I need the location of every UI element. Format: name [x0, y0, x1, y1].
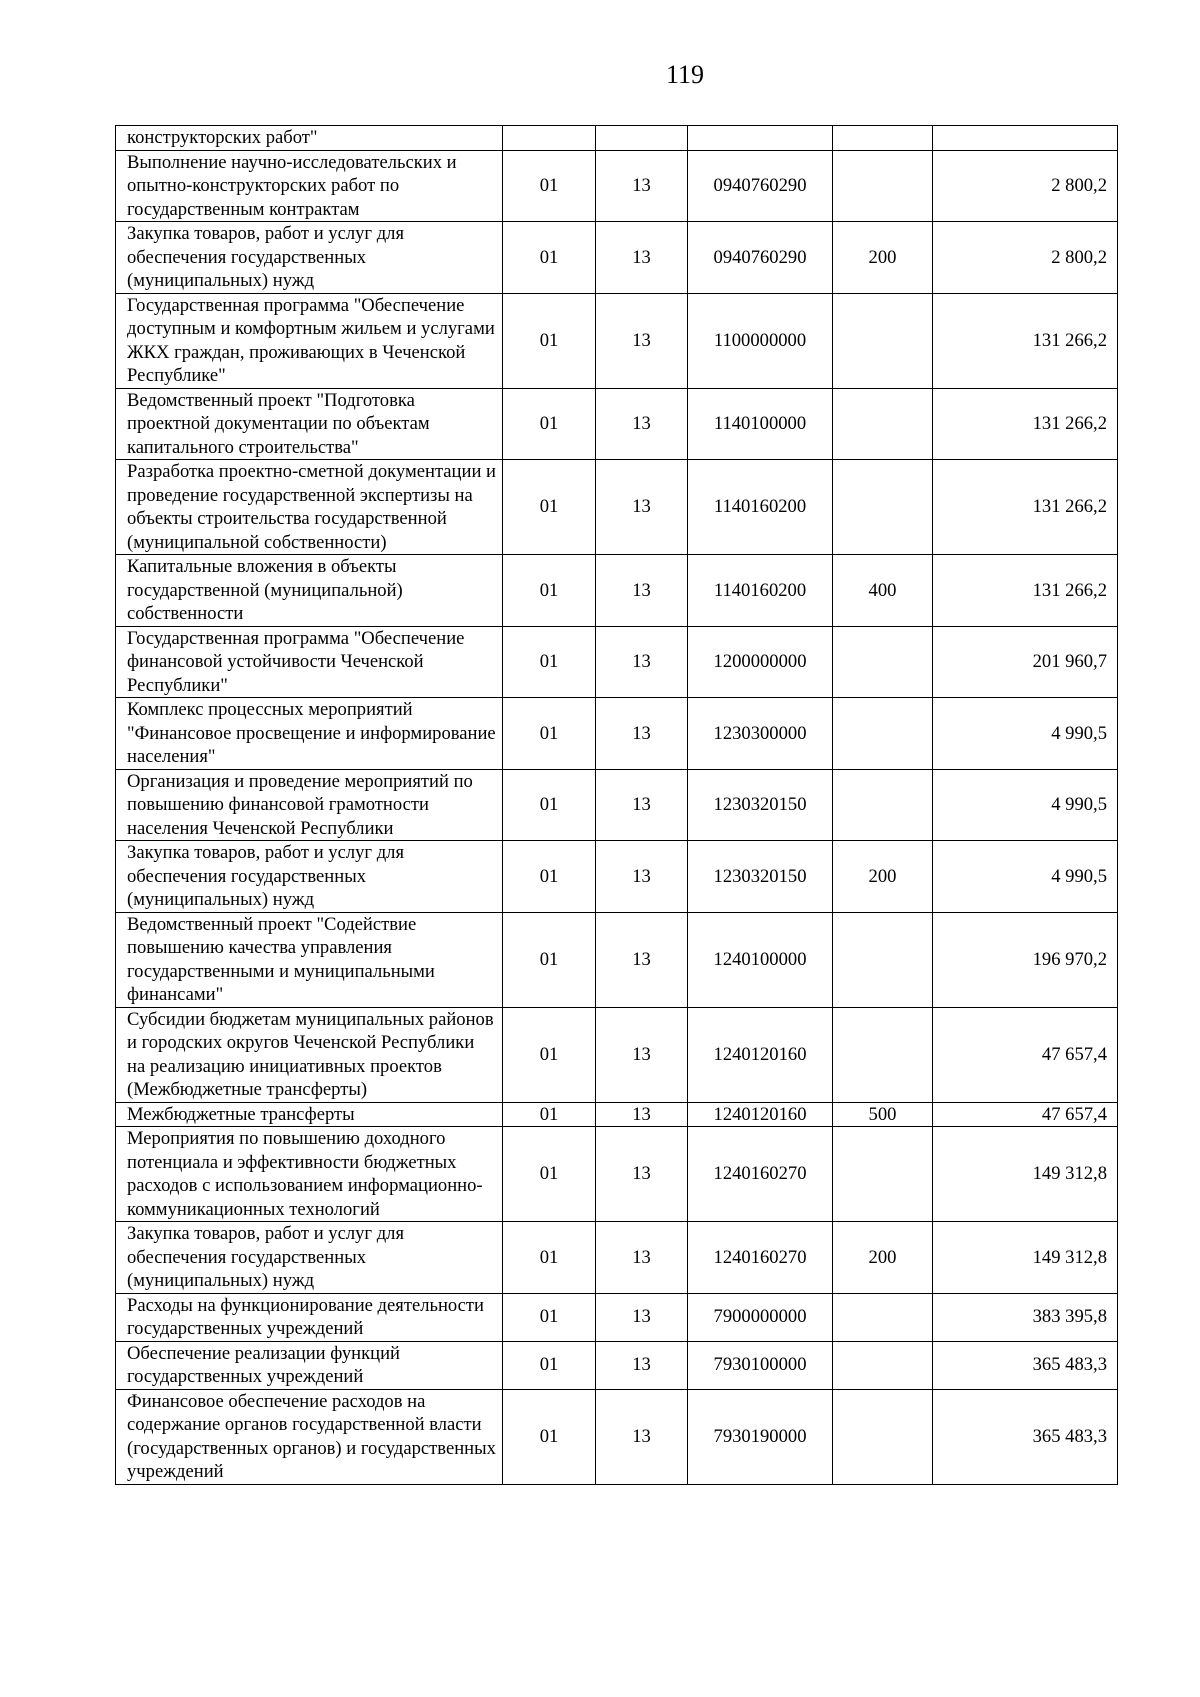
table-row	[116, 1293, 1118, 1341]
table-body	[116, 126, 1118, 1485]
row-target-article: 1240120160	[688, 1102, 833, 1127]
row-subsection: 13	[596, 293, 688, 388]
row-name: Обеспечение реализации функций государственных учреждений	[116, 1341, 503, 1389]
row-name: Мероприятия по повышению доходного потенциала и эффективности бюджетных расходов с использованием информационно-коммуникационных технологий	[116, 1127, 503, 1222]
row-target-article: 1230300000	[688, 698, 833, 770]
row-name: Субсидии бюджетам муниципальных районов и городских округов Чеченской Республики на реализацию инициативных проектов (Межбюджетные трансферты)	[116, 1007, 503, 1102]
row-target-article: 1140160200	[688, 460, 833, 555]
row-section: 01	[503, 1293, 596, 1341]
row-subsection: 13	[596, 1341, 688, 1389]
row-subsection: 13	[596, 1007, 688, 1102]
row-expense-type	[833, 1389, 933, 1484]
table-row	[116, 698, 1118, 770]
row-section	[503, 126, 596, 151]
row-amount: 131 266,2	[933, 293, 1118, 388]
row-target-article: 1230320150	[688, 769, 833, 841]
row-name: Государственная программа "Обеспечение доступным и комфортным жильем и услугами ЖКХ граждан, проживающих в Чеченской Республике"	[116, 293, 503, 388]
row-expense-type	[833, 293, 933, 388]
row-subsection: 13	[596, 555, 688, 627]
row-target-article: 1230320150	[688, 841, 833, 913]
row-amount	[933, 126, 1118, 151]
row-amount: 131 266,2	[933, 555, 1118, 627]
row-amount: 196 970,2	[933, 912, 1118, 1007]
row-expense-type: 200	[833, 841, 933, 913]
row-name: Межбюджетные трансферты	[116, 1102, 503, 1127]
row-target-article: 1240100000	[688, 912, 833, 1007]
row-target-article: 1140160200	[688, 555, 833, 627]
row-section: 01	[503, 293, 596, 388]
table-row	[116, 293, 1118, 388]
row-section: 01	[503, 555, 596, 627]
table-row	[116, 1389, 1118, 1484]
row-section: 01	[503, 912, 596, 1007]
row-section: 01	[503, 1127, 596, 1222]
table-row	[116, 912, 1118, 1007]
row-amount: 4 990,5	[933, 769, 1118, 841]
row-target-article: 0940760290	[688, 150, 833, 222]
row-name: Закупка товаров, работ и услуг для обеспечения государственных (муниципальных) нужд	[116, 222, 503, 294]
row-target-article: 1240160270	[688, 1222, 833, 1294]
row-name: Организация и проведение мероприятий по повышению финансовой грамотности населения Чеченской Республики	[116, 769, 503, 841]
row-expense-type	[833, 626, 933, 698]
row-section: 01	[503, 841, 596, 913]
row-expense-type: 200	[833, 1222, 933, 1294]
table-row	[116, 222, 1118, 294]
row-section: 01	[503, 769, 596, 841]
table-row	[116, 126, 1118, 151]
table-row	[116, 769, 1118, 841]
page-number: 119	[665, 60, 705, 89]
row-section: 01	[503, 1007, 596, 1102]
row-name: Финансовое обеспечение расходов на содержание органов государственной власти (государственных органов) и государственных учреждений	[116, 1389, 503, 1484]
row-name: Ведомственный проект "Содействие повышению качества управления государственными и муниципальными финансами"	[116, 912, 503, 1007]
row-subsection: 13	[596, 1222, 688, 1294]
row-expense-type	[833, 1007, 933, 1102]
row-subsection: 13	[596, 222, 688, 294]
row-target-article: 7930100000	[688, 1341, 833, 1389]
row-target-article: 1240160270	[688, 1127, 833, 1222]
row-section: 01	[503, 1341, 596, 1389]
row-expense-type	[833, 912, 933, 1007]
row-subsection: 13	[596, 769, 688, 841]
row-amount: 201 960,7	[933, 626, 1118, 698]
row-target-article: 7930190000	[688, 1389, 833, 1484]
row-name: Расходы на функционирование деятельности государственных учреждений	[116, 1293, 503, 1341]
row-target-article	[688, 126, 833, 151]
row-target-article: 1140100000	[688, 388, 833, 460]
row-subsection: 13	[596, 698, 688, 770]
row-expense-type	[833, 126, 933, 151]
row-amount: 131 266,2	[933, 460, 1118, 555]
row-expense-type	[833, 769, 933, 841]
row-subsection: 13	[596, 1389, 688, 1484]
table-row	[116, 841, 1118, 913]
row-subsection: 13	[596, 912, 688, 1007]
table-row	[116, 1222, 1118, 1294]
row-amount: 365 483,3	[933, 1341, 1118, 1389]
row-expense-type	[833, 698, 933, 770]
row-amount: 149 312,8	[933, 1222, 1118, 1294]
table-row	[116, 1102, 1118, 1127]
row-section: 01	[503, 1222, 596, 1294]
row-subsection	[596, 126, 688, 151]
row-expense-type: 200	[833, 222, 933, 294]
row-section: 01	[503, 626, 596, 698]
row-amount: 47 657,4	[933, 1102, 1118, 1127]
row-expense-type: 400	[833, 555, 933, 627]
row-section: 01	[503, 460, 596, 555]
row-subsection: 13	[596, 150, 688, 222]
row-target-article: 0940760290	[688, 222, 833, 294]
row-target-article: 1100000000	[688, 293, 833, 388]
row-section: 01	[503, 1102, 596, 1127]
row-expense-type	[833, 460, 933, 555]
row-expense-type: 500	[833, 1102, 933, 1127]
row-expense-type	[833, 388, 933, 460]
row-amount: 4 990,5	[933, 841, 1118, 913]
table-row	[116, 1341, 1118, 1389]
table-row	[116, 626, 1118, 698]
row-expense-type	[833, 1127, 933, 1222]
row-target-article: 1240120160	[688, 1007, 833, 1102]
row-name: Закупка товаров, работ и услуг для обеспечения государственных (муниципальных) нужд	[116, 841, 503, 913]
table-row	[116, 460, 1118, 555]
row-amount: 365 483,3	[933, 1389, 1118, 1484]
row-subsection: 13	[596, 841, 688, 913]
row-section: 01	[503, 698, 596, 770]
table-row	[116, 555, 1118, 627]
row-subsection: 13	[596, 388, 688, 460]
row-target-article: 7900000000	[688, 1293, 833, 1341]
row-amount: 4 990,5	[933, 698, 1118, 770]
row-subsection: 13	[596, 1127, 688, 1222]
row-section: 01	[503, 150, 596, 222]
row-amount: 2 800,2	[933, 222, 1118, 294]
row-name: Государственная программа "Обеспечение финансовой устойчивости Чеченской Республики"	[116, 626, 503, 698]
row-section: 01	[503, 1389, 596, 1484]
row-section: 01	[503, 222, 596, 294]
row-name: Комплекс процессных мероприятий "Финансовое просвещение и информирование населения"	[116, 698, 503, 770]
table-row	[116, 388, 1118, 460]
row-amount: 149 312,8	[933, 1127, 1118, 1222]
budget-table	[115, 125, 1118, 1485]
row-target-article: 1200000000	[688, 626, 833, 698]
row-amount: 47 657,4	[933, 1007, 1118, 1102]
row-subsection: 13	[596, 1102, 688, 1127]
row-section: 01	[503, 388, 596, 460]
table-row	[116, 1007, 1118, 1102]
table-row	[116, 150, 1118, 222]
row-expense-type	[833, 1293, 933, 1341]
row-name: Ведомственный проект "Подготовка проектной документации по объектам капитального строительства"	[116, 388, 503, 460]
row-amount: 383 395,8	[933, 1293, 1118, 1341]
row-expense-type	[833, 1341, 933, 1389]
row-expense-type	[833, 150, 933, 222]
row-name: Капитальные вложения в объекты государственной (муниципальной) собственности	[116, 555, 503, 627]
row-amount: 131 266,2	[933, 388, 1118, 460]
row-name: Закупка товаров, работ и услуг для обеспечения государственных (муниципальных) нужд	[116, 1222, 503, 1294]
row-subsection: 13	[596, 460, 688, 555]
row-amount: 2 800,2	[933, 150, 1118, 222]
row-name: конструкторских работ"	[116, 126, 503, 151]
row-subsection: 13	[596, 626, 688, 698]
row-subsection: 13	[596, 1293, 688, 1341]
row-name: Выполнение научно-исследовательских и опытно-конструкторских работ по государственным контрактам	[116, 150, 503, 222]
table-row	[116, 1127, 1118, 1222]
row-name: Разработка проектно-сметной документации и проведение государственной экспертизы на объекты строительства государственной (муниципальной собственности)	[116, 460, 503, 555]
